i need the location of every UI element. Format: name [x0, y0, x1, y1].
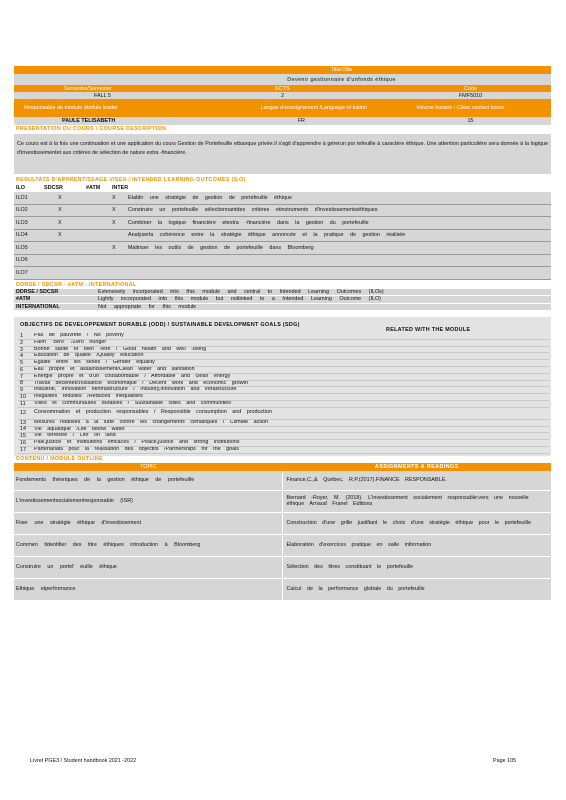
- title-label: Title/Title: [330, 67, 353, 73]
- semester-label: Semestre/Semester: [64, 85, 112, 92]
- ilo-sdc-mark: X: [58, 219, 62, 226]
- responsable-value-row: [14, 117, 551, 125]
- sdg-text: Bonne santé et bien -être / Good health and well -being: [34, 346, 207, 352]
- sdg-number: 16: [20, 440, 26, 447]
- presentation-text: Ce cours est à la fois une continuation et une application du cours Gestion de Portefeuille etbanque privée.Il s'agit d'apprendre à gérerun por tefeuille à caractère éthique. Une attention particulière sera donnée à la logique d'investissementet aux critères de sélection de nature extra -financière.: [14, 134, 551, 174]
- topic-cell: L'investissementsocialementresponsable (ISR): [14, 491, 283, 512]
- volume-label: Volume horaire / Class contact hours: [415, 105, 504, 111]
- semester-value-row: [14, 92, 551, 99]
- legend-text: Lightly incorporated into this module but notlinked to a Intended Learning Outcome (ILO): [98, 296, 381, 303]
- sdg-number: 1: [20, 332, 23, 339]
- title-label-row: [14, 66, 551, 74]
- ilo-row: [14, 217, 551, 230]
- legend-heading: DDRSE / SDCSR - #ATM - INTERNATIONAL: [16, 281, 137, 288]
- responsable-label: Responsable de module Module leader: [24, 105, 118, 111]
- topic-col-header: TOPIC: [140, 463, 157, 470]
- contenu-table: [14, 471, 551, 601]
- sdg-text: Industrie, innovation etinfrastructure / Industry,innovation and infrastructure: [34, 387, 237, 393]
- legend-key: INTERNATIONAL: [16, 303, 60, 310]
- ilo-id: ILO2: [16, 207, 28, 214]
- ilo-heading: RESULTATS D'APPRENTISSAGE VISES / INTENDED LEARNING OUTCOMES (ILO): [16, 177, 246, 183]
- sdg-item: [18, 353, 549, 360]
- inter-col-header: INTER: [112, 185, 129, 191]
- sdg-item: [18, 440, 549, 447]
- content-row: [14, 579, 551, 601]
- ilo-row: [14, 192, 551, 205]
- sdg-text: Eau propre et assainissement/Clean water and sanitation: [34, 367, 195, 373]
- sdc-col-header: SDCSR: [44, 185, 63, 191]
- ilo-text: Maitriser les outils de gestion de portefeuille dans Bloomberg: [128, 244, 314, 251]
- sdg-item: [18, 340, 549, 347]
- sdg-text: Mesures relatives à la lutte contre les changements climatiques / Climate action: [34, 419, 268, 425]
- ilo-sdc-mark: X: [58, 207, 62, 214]
- volume-value: 15: [467, 118, 474, 124]
- footer-page-number: Page 105: [493, 758, 517, 764]
- topic-cell: Fondements théoriques de la gestion éthique de portefeuille: [14, 471, 283, 490]
- sdg-item: [18, 427, 549, 434]
- sdg-text: Faim "zéro" /Zero hunger: [34, 339, 107, 345]
- langue-value: FR: [297, 118, 305, 124]
- assess-col-header: ASSIGNMENTS & READINGS: [374, 463, 459, 470]
- sdg-text: Inégalités réduites /Reduced inequalities: [34, 394, 143, 400]
- sdg-item: [18, 408, 549, 420]
- sdg-block: [14, 317, 551, 456]
- sdg-number: 12: [20, 410, 26, 417]
- assess-cell: Construction d'une grille justifiant le choix d'une stratégie éthique pour le portefeuille: [286, 519, 531, 526]
- legend-table: [14, 289, 551, 312]
- sdg-text: Villes et communautés durables / Sustainable cities and communities: [34, 401, 231, 407]
- legend-row: [14, 289, 551, 297]
- sdg-number: 11: [20, 400, 26, 407]
- sdg-number: 15: [20, 433, 26, 440]
- topic-cell: Construire un portef euille éthique: [14, 557, 283, 578]
- sdg-header: [18, 321, 549, 333]
- assess-cell: Elaboration d'exercices pratique en salle information: [286, 541, 432, 548]
- sdg-list: [18, 333, 549, 454]
- title-value-row: [14, 74, 551, 85]
- code-value: FMF5010: [458, 92, 482, 99]
- sdg-number: 3: [20, 346, 23, 353]
- ects-label: ECTS: [275, 85, 290, 92]
- sdg-number: 8: [20, 380, 23, 387]
- ilo-inter-mark: X: [112, 244, 116, 251]
- sdg-item: [18, 374, 549, 381]
- sdg-item: [18, 401, 549, 408]
- module-title: Devenir gestionnaire d'unfonds éthique: [287, 76, 396, 83]
- sdg-item: [18, 347, 549, 354]
- ilo-id: ILO6: [16, 257, 28, 264]
- responsable-label-row: [14, 99, 551, 117]
- ilo-text: Construire un portefeuille sélectionnantdes critères etinstruments d'investissementséthiques: [128, 207, 378, 214]
- assess-cell: Calcul de la performance globale du portefeuille: [286, 585, 425, 592]
- assess-cell: Bernard -Royer, M. (2018). L'investissement socialement responsable:vers une nouvelle éthique Arnaud Franel Editions: [286, 494, 529, 508]
- sdg-number: 6: [20, 366, 23, 373]
- ilo-id: ILO1: [16, 194, 28, 201]
- sdg-item: [18, 433, 549, 440]
- responsable-value: PAULE TELISABETH: [62, 118, 116, 124]
- ilo-table: [14, 192, 551, 280]
- sdg-item: [18, 447, 549, 454]
- content-row: [14, 513, 551, 535]
- sdg-number: 13: [20, 419, 26, 426]
- ilo-inter-mark: X: [112, 219, 116, 226]
- sdg-number: 2: [20, 339, 23, 346]
- sdg-text: Partenariats pour la réalisation des objectifs /Partnerships for the goals: [34, 447, 239, 453]
- ects-value: 2: [280, 92, 284, 99]
- sdg-number: 17: [20, 446, 26, 453]
- ilo-text: Analyserla cohérence entre la stratégie éthique annoncée et la pratique de gestion réalisée: [128, 232, 406, 239]
- sdg-text: Pas de pauvreté / No poverty: [34, 333, 124, 339]
- ilo-id: ILO4: [16, 232, 28, 239]
- legend-key: #ATM: [16, 296, 31, 303]
- legend-key: DDRSE / SDCSR: [16, 288, 59, 295]
- sdg-heading: OBJECTIFS DE DEVELOPPEMENT DURABLE (ODD) / SUSTAINABLE DEVELOPMENT GOALS (SDG): [20, 322, 300, 328]
- code-label: Code: [463, 85, 477, 92]
- ilo-inter-mark: X: [112, 207, 116, 214]
- sdg-number: 5: [20, 360, 23, 367]
- ilo-row: [14, 205, 551, 218]
- ilo-inter-mark: X: [112, 194, 116, 201]
- presentation-heading: PRESENTATION DU COURS / COURSE DESCRIPTION: [16, 126, 167, 132]
- legend-row: [14, 296, 551, 304]
- sdg-text: Paix,justice et institutions efficaces / Peace,justice and strong institutions: [34, 440, 240, 446]
- ilo-sdc-mark: X: [58, 194, 62, 201]
- ilo-row: [14, 230, 551, 243]
- atm-col-header: #ATM: [86, 185, 101, 191]
- topic-cell: Commen tidentifier des titre éthiques introduction à Bloomberg: [14, 535, 283, 556]
- ilo-header-row: [14, 184, 551, 192]
- sdg-number: 14: [20, 426, 26, 433]
- sdg-number: 9: [20, 387, 23, 394]
- ilo-id: ILO7: [16, 269, 28, 276]
- sdg-text: Education de qualité /Quality education: [34, 353, 144, 359]
- ilo-text: Combiner la logique financière etextra -financière dans la gestion du portefeuille: [128, 219, 369, 226]
- course-sheet: [14, 66, 551, 601]
- ilo-row: [14, 242, 551, 255]
- sdg-text: Travail décentetcroissance économique / Decent work and economic growth: [34, 380, 248, 386]
- sdg-text: Energie propre et d'un coûtabordable / Affordable and clean energy: [34, 373, 231, 379]
- sdg-related-header: RELATED WITH THE MODULE: [386, 327, 471, 333]
- semester-label-row: [14, 85, 551, 92]
- legend-text: Extensively incorporated into this module and central to Intended Learning Outcomes (ILOs): [98, 288, 384, 295]
- sdg-number: 10: [20, 394, 26, 401]
- sdg-text: Vie aquatique /Life below water: [34, 426, 125, 432]
- sdg-item: [18, 367, 549, 374]
- content-row: [14, 471, 551, 491]
- sdg-item: [18, 381, 549, 388]
- sdg-item: [18, 394, 549, 401]
- assess-cell: Finance,C.,& Québec, R.P.(2017).FINANCE RESPONSABLE.: [286, 476, 447, 483]
- sdg-text: Consommation et production responsables / Responsible consumption and production: [34, 409, 272, 416]
- ilo-col-header: ILO: [16, 185, 25, 191]
- content-row: [14, 535, 551, 557]
- contenu-heading: CONTENU / MODULE OUTLINE: [16, 455, 103, 462]
- sdg-text: Egalité entre les sexes / Gender equality: [34, 360, 155, 366]
- sdg-text: Vie terrestre / Life on land: [34, 433, 116, 439]
- ilo-id: ILO3: [16, 219, 28, 226]
- ilo-row: [14, 255, 551, 268]
- semester-value: FALL 5: [94, 92, 111, 99]
- sdg-item: [18, 420, 549, 427]
- ilo-id: ILO5: [16, 244, 28, 251]
- legend-text: Not appropriate for this module: [98, 303, 197, 310]
- langue-label: Langue d'enseignement /Language of tuition: [260, 104, 367, 111]
- content-row: [14, 491, 551, 513]
- sdg-number: 7: [20, 373, 23, 380]
- ilo-row: [14, 267, 551, 280]
- topic-cell: Fixer une stratégie éthique d'investissement: [14, 513, 283, 534]
- ilo-sdc-mark: X: [58, 232, 62, 239]
- sdg-item: [18, 360, 549, 367]
- sdg-item: [18, 333, 549, 340]
- footer-left: Livret PGE3 / Student handbook 2021 -2022: [30, 758, 137, 764]
- sdg-item: [18, 387, 549, 394]
- sdg-number: 4: [20, 353, 23, 360]
- assess-cell: Sélection des titres constituant le portefeuille: [286, 563, 414, 570]
- ilo-text: Etablir une stratégie de gestion de portefeuille éthique: [128, 194, 292, 201]
- legend-row: [14, 304, 551, 312]
- topic-cell: Ethique etperformance: [14, 579, 283, 600]
- content-row: [14, 557, 551, 579]
- contenu-header-row: [14, 463, 551, 471]
